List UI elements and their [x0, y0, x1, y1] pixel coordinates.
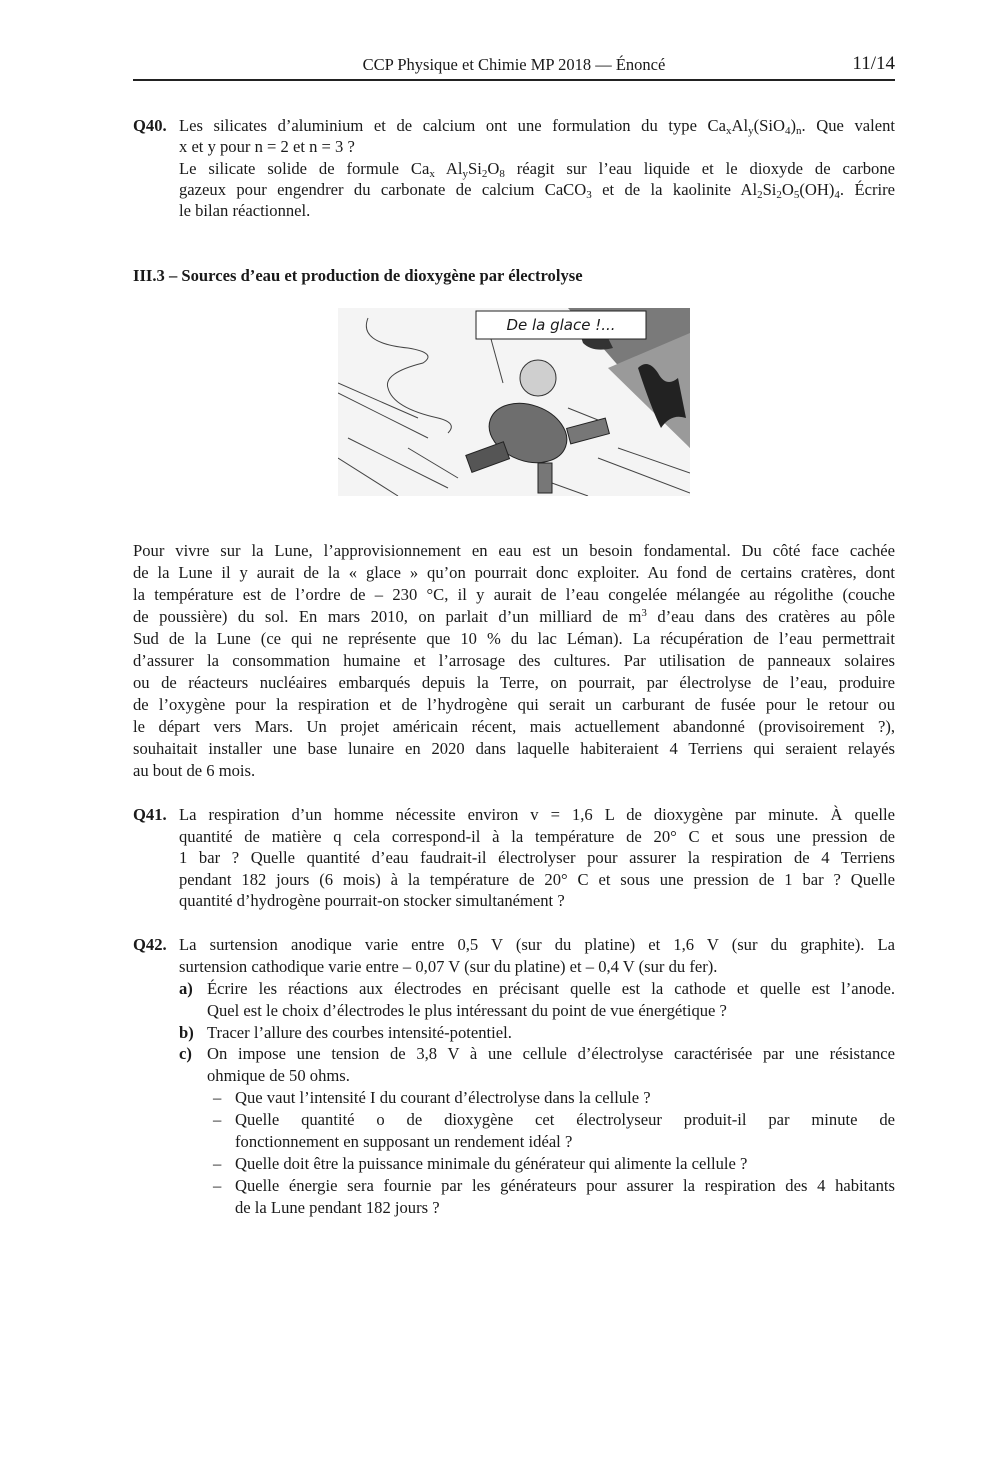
text-line: La surtension anodique varie entre 0,5 V (sur du platine) et 1,6 V (sur du graphite). La [179, 935, 895, 954]
text-line: Tracer l’allure des courbes intensité-potentiel. [207, 1022, 512, 1042]
page-number: 11/14 [852, 53, 895, 74]
text-line: de l’oxygène pour la respiration et de l’hydrogène qui serait un carburant de fusée pour le retour ou [133, 695, 895, 714]
bullet-item [213, 1087, 895, 1109]
text-line: On impose une tension de 3,8 V à une cellule d’électrolyse caractérisée par une résistance [207, 1044, 895, 1064]
comic-illustration [338, 308, 690, 496]
text-line: Quelle quantité o de dioxygène cet électrolyseur produit-il par minute de [235, 1110, 895, 1130]
text-line: Sud de la Lune (ce qui ne représente que 10 % du lac Léman). La récupération de l’eau permettrait [133, 629, 895, 648]
text-line: ou de réacteurs nucléaires embarqués depuis la Terre, on pourrait, par électrolyse de l’eau, produire [133, 673, 895, 692]
text-line: Que vaut l’intensité I du courant d’électrolyse dans la cellule ? [235, 1088, 651, 1108]
subquestion-a [179, 978, 895, 1022]
bullet-item [213, 1175, 895, 1219]
text-line: quantité d’hydrogène pourrait-on stocker simultanément ? [179, 891, 565, 911]
text-line: Quelle énergie sera fournie par les générateurs pour assurer la respiration des 4 habitants [235, 1175, 895, 1195]
question-label: Q40. [133, 116, 167, 135]
text-line: Écrire les réactions aux électrodes en précisant quelle est la cathode et quelle est l’anode. [207, 978, 895, 998]
text-line: le départ vers Mars. Un projet américain récent, mais actuellement abandonné (provisoirement ?), [133, 717, 895, 736]
text-line: gazeux pour engendrer du carbonate de calcium CaCO$_3$ et de la kaolinite $Al_2Si_2O_5(OH)_4$. Écrire [179, 179, 895, 201]
subquestion-label: b) [179, 1022, 194, 1042]
dash-bullet: – [213, 1110, 222, 1130]
speech-bubble-text: De la glace !... [506, 316, 616, 334]
bullet-item [213, 1109, 895, 1153]
question-label: Q41. [133, 805, 167, 824]
text-line: fonctionnement en supposant un rendement idéal ? [235, 1132, 573, 1152]
text-line: au bout de 6 mois. [133, 761, 256, 780]
text-line: de la Lune pendant 182 jours ? [235, 1197, 440, 1217]
text-line: ohmique de 50 ohms. [207, 1066, 350, 1086]
question-label: Q42. [133, 935, 167, 954]
dash-bullet: – [213, 1175, 222, 1195]
text-line: de poussière) du sol. En mars 2010, on parlait d’un milliard de $m^3$ d’eau dans des cratères au pôle [133, 607, 895, 626]
running-header-title: CCP Physique et Chimie MP 2018 — Énoncé [362, 55, 666, 74]
text-line: x et y pour n = 2 et n = 3 ? [179, 137, 355, 157]
question-41 [133, 804, 895, 912]
text-line: Les silicates d’aluminium et de calcium ont une formulation du type $Ca_xAl_y(SiO_4)_n$. Que valent [179, 116, 896, 137]
text-line: le bilan réactionnel. [179, 201, 311, 221]
text-line: d’assurer la consommation humaine et l’arrosage des cultures. Par utilisation de panneaux solaires [133, 651, 895, 670]
dash-bullet: – [213, 1088, 222, 1108]
text-line: la température est de l’ordre de – 230 °C, il y aurait de l’eau congelée mélangée au régolithe (couche [133, 585, 895, 604]
text-line: de la Lune il y aurait de la « glace » qu’on pourrait donc exploiter. Au fond de certains cratères, dont [133, 563, 895, 582]
text-line: quantité de matière q cela correspond-il à la température de 20° C et sous une pression de [179, 826, 895, 846]
question-42 [133, 934, 895, 1219]
text-line: La respiration d’un homme nécessite environ v = 1,6 L de dioxygène par minute. À quelle [179, 805, 895, 824]
bullet-item [213, 1153, 895, 1175]
text-line: Quel est le choix d’électrodes le plus intéressant du point de vue énergétique ? [207, 1000, 727, 1020]
text-line: souhaitait installer une base lunaire en 2020 dans laquelle habiteraient 4 Terriens qui seraient relayés [133, 739, 895, 758]
text-line: Le silicate solide de formule $Ca_x$ $Al_ySi_2O_8$ réagit sur l’eau liquide et le dioxyde de carbone [179, 158, 896, 180]
text-line: Quelle doit être la puissance minimale du générateur qui alimente la cellule ? [235, 1153, 748, 1173]
subquestion-label: a) [179, 978, 193, 998]
text-line: pendant 182 jours (6 mois) à la température de 20° C et sous une pression de 1 bar ? Quelle [179, 869, 895, 889]
question-40 [133, 115, 895, 221]
intro-paragraph [133, 540, 895, 782]
text-line: surtension cathodique varie entre – 0,07 V (sur du platine) et – 0,4 V (sur du fer). [179, 956, 718, 976]
section-heading: III.3 – Sources d’eau et production de dioxygène par électrolyse [133, 266, 583, 285]
subquestion-c [179, 1043, 895, 1218]
dash-bullet: – [213, 1153, 222, 1173]
subquestion-label: c) [179, 1044, 192, 1064]
text-line: 1 bar ? Quelle quantité d’eau faudrait-il électrolyser pour assurer la respiration de 4 Terriens [179, 848, 895, 868]
subquestion-b [179, 1022, 895, 1044]
header-rule [133, 79, 895, 81]
text-line: Pour vivre sur la Lune, l’approvisionnement en eau est un besoin fondamental. Du côté face cachée [133, 541, 895, 560]
